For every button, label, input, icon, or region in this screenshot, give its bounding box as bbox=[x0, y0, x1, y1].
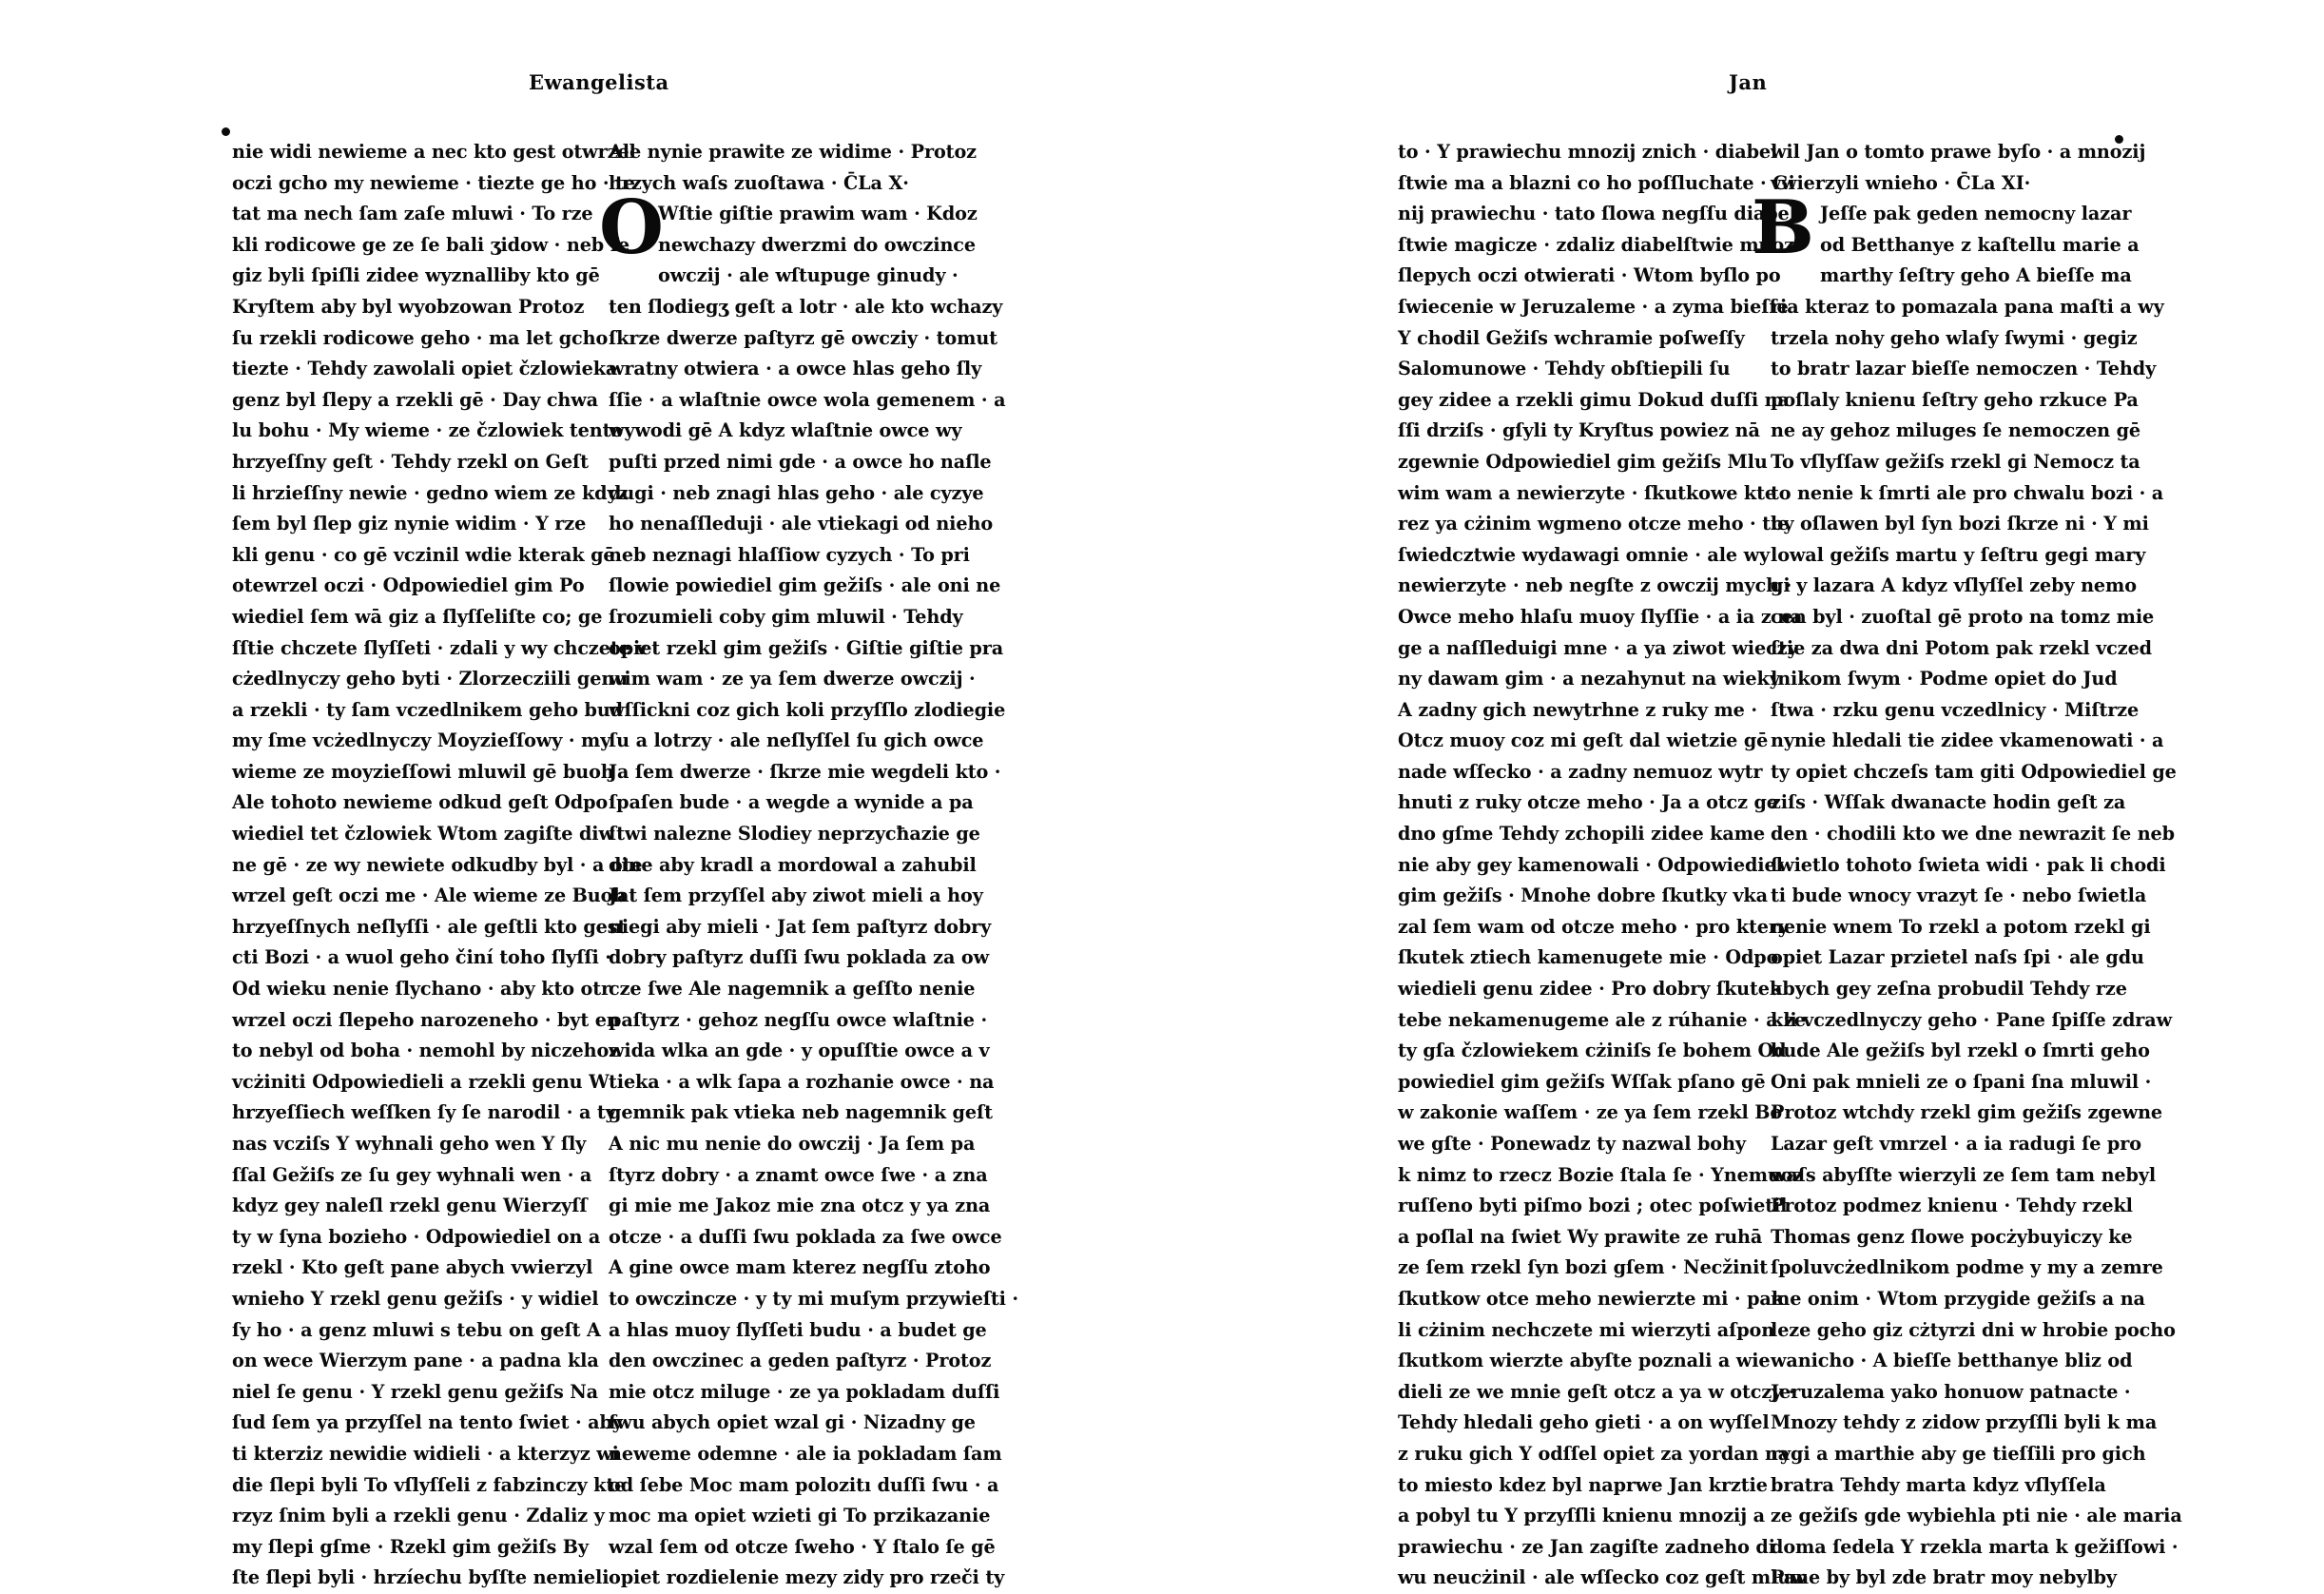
text-line: ſtyrz dobry · a znamt owce ſwe · a zna bbox=[609, 1163, 988, 1186]
text-line: ſſal Gežiſs ze ſu gey wyhnali wen · a bbox=[232, 1163, 592, 1186]
text-line: opiet Lazar przietel naſs ſpi · ale gdu bbox=[1771, 946, 2144, 969]
text-line: hrzyeſſny geſt · Tehdy rzekl on Geſt bbox=[232, 450, 589, 473]
text-line: opiet rzekl gim gežiſs · Giſtie giſtie pra bbox=[609, 636, 1004, 659]
text-line: niegi aby mieli · Jat ſem paſtyrz dobry bbox=[609, 915, 992, 938]
text-line: neb neznagi hlaſſiow cyzych · To pri bbox=[609, 543, 970, 566]
text-line: ſlepych oczi otwierati · Wtom byſlo po bbox=[1398, 264, 1781, 287]
text-line: hnuti z ruky otcze meho · Ja a otcz ge bbox=[1398, 791, 1778, 814]
text-line: kli vczedlnyczy geho · Pane ſpiſſe zdraw bbox=[1771, 1008, 2173, 1031]
text-line: dine aby kradl a mordowal a zahubil bbox=[609, 853, 977, 876]
text-line: ho nenaſſleduji · ale vtiekagi od nieho bbox=[609, 513, 994, 535]
text-line: zal ſem wam od otcze meho · pro ktery bbox=[1398, 915, 1789, 938]
text-line: tieka · a wlk ſapa a rozhanie owce · na bbox=[609, 1070, 995, 1093]
text-line: to · Y prawiechu mnozij znich · diabel bbox=[1398, 141, 1778, 163]
text-line: owczij · ale wſtupuge ginudy · bbox=[658, 264, 959, 287]
text-line: cżedlnyczy geho byti · Zlorzecziili genu bbox=[232, 668, 629, 690]
text-line: den owczinec a geden paſtyrz · Protoz bbox=[609, 1350, 992, 1372]
text-line: paſtyrz · gehoz negſſu owce wlaſtnie · bbox=[609, 1008, 988, 1031]
text-line: gim gežiſs · Mnohe dobre ſkutky vka bbox=[1398, 884, 1768, 907]
text-line: wim wam · ze ya ſem dwerze owczij · bbox=[609, 668, 976, 690]
text-line: Jeruzalema yako honuow patnacte · bbox=[1771, 1380, 2131, 1403]
text-line: poſlaly knienu ſeſtry geho rzkuce Pa bbox=[1771, 388, 2139, 411]
drop-cap-initial: O bbox=[599, 185, 664, 271]
text-line: vcżiniti Odpowiedieli a rzekli genu W bbox=[232, 1070, 610, 1093]
text-line: wida wlka an gde · y opuſſtie owce a v bbox=[609, 1040, 990, 1062]
text-line: Salomunowe · Tehdy obſtiepili ſu bbox=[1398, 358, 1731, 380]
text-line: ſwiecenie w Jeruzaleme · a zyma bieſſe bbox=[1398, 295, 1789, 318]
text-column-right-a bbox=[1398, 137, 1807, 1594]
text-line: wrzel oczi ſlepeho narozeneho · byt en bbox=[232, 1008, 620, 1031]
text-line: w zakonie waſſem · ze ya ſem rzekl Bo bbox=[1398, 1101, 1783, 1124]
text-line: Ale tohoto newieme odkud geſt Odpo bbox=[232, 791, 609, 814]
running-head-left: Ewangelista bbox=[529, 70, 669, 94]
text-line: wiediel ſem wā giz a ſlyſſeliſte co; ge bbox=[232, 605, 603, 628]
text-line: lowal gežiſs martu y ſeſtru gegi mary bbox=[1771, 543, 2146, 566]
text-line: gi y lazara A kdyz vſlyſſel zeby nemo bbox=[1771, 574, 2137, 597]
text-line: ſwietlo tohoto ſwieta widi · pak li chodi bbox=[1771, 853, 2166, 876]
text-line: wnieho Y rzekl genu gežiſs · y widiel bbox=[232, 1287, 599, 1310]
left-page bbox=[0, 0, 1162, 1589]
text-line: tat ma nech ſam zaſe mluwi · To rze bbox=[232, 203, 593, 225]
text-line: Lazar geſt vmrzel · a ia radugi ſe pro bbox=[1771, 1133, 2141, 1155]
text-line: kli rodicowe ge ze ſe bali ʒidow · neb ſe bbox=[232, 233, 629, 256]
text-column-right-b bbox=[1771, 137, 2182, 1594]
text-line: marthy ſeſtry geho A bieſſe ma bbox=[1820, 264, 2132, 287]
running-head-right: Jan bbox=[1729, 70, 1768, 94]
text-line: moc ma opiet wzieti gi To przikazanie bbox=[609, 1505, 991, 1527]
text-line: ne ay gehoz miluges ſe nemoczen gē bbox=[1771, 419, 2141, 442]
text-line: rzyz ſnim byli a rzekli genu · Zdaliz y bbox=[232, 1505, 605, 1527]
text-line: ſſi drziſs · gſyli ty Kryſtus powiez nā bbox=[1398, 419, 1760, 442]
text-line: ſrozumieli coby gim mluwil · Tehdy bbox=[609, 605, 963, 628]
text-line: bude Ale gežiſs byl rzekl o ſmrti geho bbox=[1771, 1040, 2150, 1062]
text-line: cti Bozi · a wuol geho činí toho ſlyſſi · bbox=[232, 946, 611, 969]
text-line: Oni pak mnieli ze o ſpani ſna mluwil · bbox=[1771, 1070, 2152, 1093]
text-line: otewrzel oczi · Odpowiediel gim Po bbox=[232, 574, 585, 597]
text-line: ſtie za dwa dni Potom pak rzekl vczed bbox=[1771, 636, 2152, 659]
text-line: lu bohu · My wieme · ze čzlowiek tento bbox=[232, 419, 624, 442]
text-line: ſſtie chczete ſlyſſeti · zdali y wy chczete v bbox=[232, 636, 648, 659]
text-line: wſſickni coz gich koli przyſſlo zlodiegie bbox=[609, 698, 1006, 721]
text-line: to nebyl od boha · nemohl by niczehoz bbox=[232, 1040, 619, 1062]
text-line: wu neucżinil · ale wſſecko coz geſt mluw bbox=[1398, 1566, 1807, 1589]
text-line: dobry paſtyrz duſſi ſwu poklada za ow bbox=[609, 946, 989, 969]
text-line: ſy ho · a genz mluwi s tebu on geſt A bbox=[232, 1318, 601, 1341]
text-line: Od wieku nenie ſlychano · aby kto otr bbox=[232, 978, 610, 1001]
text-line: on wece Wierzym pane · a padna kla bbox=[232, 1350, 599, 1372]
text-line: newierzyte · neb negſte z owczij mych · bbox=[1398, 574, 1792, 597]
text-line: to owczincze · y ty mi muſym przywieſti · bbox=[609, 1287, 1018, 1310]
text-line: ſtwie magicze · zdaliz diabelſtwie muoz bbox=[1398, 233, 1794, 256]
text-line: leze geho giz cżtyrzi dni w hrobie pocho bbox=[1771, 1318, 2176, 1341]
text-line: gey zidee a rzekli gimu Dokud duſſi na bbox=[1398, 388, 1790, 411]
text-column-left-a bbox=[232, 137, 648, 1594]
text-line: ty opiet chczeſs tam giti Odpowiediel ge bbox=[1771, 760, 2177, 783]
text-line: wiediel tet čzlowiek Wtom zagiſte diw bbox=[232, 823, 614, 846]
text-line: bratra Tehdy marta kdyz vſlyſſela bbox=[1771, 1473, 2106, 1496]
text-line: ſwiedcztwie wydawagi omnie · ale wy bbox=[1398, 543, 1771, 566]
text-line: trzela nohy geho wlaſy ſwymi · gegiz bbox=[1771, 326, 2138, 349]
text-line: niel ſe genu · Y rzekl genu gežiſs Na bbox=[232, 1380, 598, 1403]
text-line: dugi · neb znagi hlas geho · ale cyzye bbox=[609, 481, 984, 504]
text-line: nie widi newieme a nec kto gest otwrzel bbox=[232, 141, 636, 163]
text-line: my ſme vcżedlnyczy Moyzieſſowy · my bbox=[232, 729, 611, 752]
text-line: nynie hledali tie zidee vkamenowati · a bbox=[1771, 729, 2164, 752]
text-line: a hlas muoy ſlyſſeti budu · a budet ge bbox=[609, 1318, 987, 1341]
text-line: wil Jan o tomto prawe byſo · a mnozij bbox=[1771, 141, 2146, 163]
text-line: ty gſa čzlowiekem cżiniſs ſe bohem Od bbox=[1398, 1040, 1787, 1062]
text-line: ſu a lotrzy · ale neſlyſſel ſu gich owce bbox=[609, 729, 984, 752]
text-line: ſwu abych opiet wzal gi · Nizadny ge bbox=[609, 1411, 976, 1434]
text-line: ſpoluvcżedlnikom podme y my a zemre bbox=[1771, 1256, 2163, 1279]
text-line: waſs abyſſte wierzyli ze ſem tam nebyl bbox=[1771, 1163, 2157, 1186]
text-line: gemnik pak vtieka neb nagemnik geſt bbox=[609, 1101, 993, 1124]
text-line: ſkutek ztiech kamenugete mie · Odpo bbox=[1398, 946, 1779, 969]
text-line: Wſtie giſtie prawim wam · Kdoz bbox=[658, 203, 978, 225]
text-line: to bratr lazar bieſſe nemoczen · Tehdy bbox=[1771, 358, 2157, 380]
text-line: Ale nynie prawite ze widime · Protoz bbox=[609, 141, 977, 163]
text-line: Jat ſem przyſſel aby ziwot mieli a hoy bbox=[609, 884, 983, 907]
text-line: neweme odemne · ale ia pokladam ſam bbox=[609, 1442, 1002, 1465]
text-line: we gſte · Ponewadz ty nazwal bohy bbox=[1398, 1133, 1746, 1155]
text-line: kdyz gey naleſl rzekl genu Wierzyſſ bbox=[232, 1195, 588, 1217]
text-line: li cżinim nechczete mi wierzyti aſpon bbox=[1398, 1318, 1775, 1341]
text-line: To vſlyſſaw gežiſs rzekl gi Nemocz ta bbox=[1771, 450, 2140, 473]
text-line: ſud ſem ya przyſſel na tento ſwiet · aby bbox=[232, 1411, 623, 1434]
text-line: by oſlawen byl ſyn bozi ſkrze ni · Y mi bbox=[1771, 513, 2149, 535]
text-line: k nimz to rzecz Bozie ſtala ſe · Ynemuoz bbox=[1398, 1163, 1804, 1186]
text-line: ze gežiſs gde wybiehla pti nie · ale maria bbox=[1771, 1505, 2182, 1527]
text-line: tebe nekamenugeme ale z rúhanie · a ze bbox=[1398, 1008, 1807, 1031]
text-line: ti bude wnocy vrazyt ſe · nebo ſwietla bbox=[1771, 884, 2147, 907]
text-line: ſkutkow otce meho newierzte mi · pak bbox=[1398, 1287, 1784, 1310]
text-line: ne gē · ze wy newiete odkudby byl · a ote bbox=[232, 853, 643, 876]
text-line: Otcz muoy coz mi geſt dal wietzie gē bbox=[1398, 729, 1769, 752]
text-line: Protoz wtchdy rzekl gim gežiſs zgewne bbox=[1771, 1101, 2163, 1124]
right-page bbox=[1162, 0, 2324, 1589]
text-line: kli genu · co gē vczinil wdie kterak gē bbox=[232, 543, 615, 566]
text-line: powiediel gim gežiſs Wſſak pſano gē bbox=[1398, 1070, 1766, 1093]
text-line: wywodi gē A kdyz wlaſtnie owce wy bbox=[609, 419, 962, 442]
text-line: Tehdy hledali geho gieti · a on wyſſel bbox=[1398, 1411, 1770, 1434]
text-line: Jeſſe pak geden nemocny lazar bbox=[1820, 203, 2132, 225]
text-line: dno gſme Tehdy zchopili zidee kame bbox=[1398, 823, 1766, 846]
text-line: ſkrze dwerze paſtyrz gē owcziy · tomut bbox=[609, 326, 997, 349]
text-line: abych gey zeſna probudil Tehdy rze bbox=[1771, 978, 2127, 1001]
text-line: den · chodili kto we dne newrazit ſe neb bbox=[1771, 823, 2175, 846]
text-line: od Betthanye z kaſtellu marie a bbox=[1820, 233, 2140, 256]
text-line: my ſlepi gſme · Rzekl gim gežiſs By bbox=[232, 1535, 589, 1558]
text-line: wim wam a newierzyte · ſkutkowe kte bbox=[1398, 481, 1776, 504]
text-line: ſkutkom wierzte abyſte poznali a wie bbox=[1398, 1350, 1771, 1372]
text-line: nas vcziſs Y wyhnali geho wen Y ſly bbox=[232, 1133, 587, 1155]
text-line: wratny otwiera · a owce hlas geho ſly bbox=[609, 358, 982, 380]
text-line: newchazy dwerzmi do owczince bbox=[658, 233, 977, 256]
text-line: ſſie · a wlaſtnie owce wola gemenem · a bbox=[609, 388, 1006, 411]
text-line: wanicho · A bieſſe betthanye bliz od bbox=[1771, 1350, 2133, 1372]
text-line: Y chodil Gežiſs wchramie poſweſſy bbox=[1398, 326, 1745, 349]
text-line: mie otcz miluge · ze ya pokladam duſſi bbox=[609, 1380, 1000, 1403]
text-line: Kryſtem aby byl wyobzowan Protoz bbox=[232, 295, 585, 318]
text-line: to miesto kdez byl naprwe Jan krztie bbox=[1398, 1473, 1768, 1496]
text-line: lnikom ſwym · Podme opiet do Jud bbox=[1771, 668, 2118, 690]
text-line: Protoz podmez knienu · Tehdy rzekl bbox=[1771, 1195, 2133, 1217]
text-line: ſlowie powiediel gim gežiſs · ale oni ne bbox=[609, 574, 1001, 597]
text-line: doma ſedela Y rzekla marta k gežiſſowi · bbox=[1771, 1535, 2179, 1558]
text-line: A zadny gich newytrhne z ruky me · bbox=[1398, 698, 1757, 721]
text-line: cze ſwe Ale nagemnik a geſſto nenie bbox=[609, 978, 976, 1001]
text-line: hrzyeſſnych neſlyſſi · ale geſtli kto gest bbox=[232, 915, 627, 938]
text-line: Thomas genz ſlowe pocżybuyiczy ke bbox=[1771, 1225, 2133, 1248]
text-line: ziſs · Wſſak dwanacte hodin geſt za bbox=[1771, 791, 2126, 814]
text-line: wzal ſem od otcze ſweho · Y ſtalo ſe gē bbox=[609, 1535, 996, 1558]
text-line: rygi a marthie aby ge tieſſili pro gich bbox=[1771, 1442, 2146, 1465]
text-line: nade wſſecko · a zadny nemuoz wytr bbox=[1398, 760, 1763, 783]
text-line: od ſebe Moc mam polozitı duſſi ſwu · a bbox=[609, 1473, 999, 1496]
text-line: to nenie k ſmrti ale pro chwalu bozi · a bbox=[1771, 481, 2164, 504]
text-line: a poſlal na ſwiet Wy prawite ze ruhā bbox=[1398, 1225, 1763, 1248]
text-line: giz byli ſpiſli zidee wyznalliby kto gē bbox=[232, 264, 600, 287]
text-line: ſpaſen bude · a wegde a wynide a pa bbox=[609, 791, 974, 814]
text-line: z ruku gich Y odſſel opiet za yordan na bbox=[1398, 1442, 1791, 1465]
text-line: vwierzyli wnieho · C̄La XI· bbox=[1771, 171, 2031, 194]
text-line: A nic mu nenie do owczij · Ja ſem pa bbox=[609, 1133, 976, 1155]
text-line: Ja ſem dwerze · ſkrze mie wegdeli kto · bbox=[609, 760, 1001, 783]
text-line: dieli ze we mnie geſt otcz a ya w otczy · bbox=[1398, 1380, 1795, 1403]
text-line: tiezte · Tehdy zawolali opiet čzlowieka bbox=[232, 358, 618, 380]
text-line: puſti przed nimi gde · a owce ho naſle bbox=[609, 450, 992, 473]
text-line: cen byl · zuoſtal gē proto na tomz mie bbox=[1771, 605, 2155, 628]
text-line: li hrzieſſny newie · gedno wiem ze kdyz bbox=[232, 481, 629, 504]
text-line: oczi gcho my newieme · tiezte ge ho · te bbox=[232, 171, 635, 194]
text-line: prawiechu · ze Jan zagiſte zadneho di bbox=[1398, 1535, 1775, 1558]
text-line: Mnozy tehdy z zidow przyſſli byli k ma bbox=[1771, 1411, 2158, 1434]
text-line: ſu rzekli rodicowe geho · ma let gcho bbox=[232, 326, 609, 349]
text-line: ge a naſſleduigi mne · a ya ziwot wieczy bbox=[1398, 636, 1798, 659]
text-line: Owce meho hlaſu muoy ſlyſſie · a ia z na bbox=[1398, 605, 1803, 628]
text-line: ny dawam gim · a nezahynut na wieky bbox=[1398, 668, 1780, 690]
text-line: Pane by byl zde bratr moy nebylby bbox=[1771, 1566, 2117, 1589]
text-line: nij prawiechu · tato ſlowa negſſu diabel bbox=[1398, 203, 1796, 225]
drop-cap-initial: B bbox=[1752, 185, 1814, 271]
text-line: wieme ze moyzieſſowi mluwil gē buoh bbox=[232, 760, 614, 783]
text-line: a pobyl tu Y przyſſli knienu mnozij a bbox=[1398, 1505, 1765, 1527]
text-line: ze ſem rzekl ſyn bozi gſem · Necžinit bbox=[1398, 1256, 1769, 1279]
text-line: rez ya cżinim wgmeno otcze meho · tie bbox=[1398, 513, 1790, 535]
text-line: hrzyeſſiech weſſken ſy ſe narodil · a ty bbox=[232, 1101, 616, 1124]
text-line: rzekl · Kto geſt pane abych vwierzyl bbox=[232, 1256, 593, 1279]
text-line: wiedieli genu zidee · Pro dobry ſkutek bbox=[1398, 978, 1783, 1001]
text-line: genz byl ſlepy a rzekli gē · Day chwa bbox=[232, 388, 599, 411]
text-line: ten ſlodiegʒ geſt a lotr · ale kto wchazy bbox=[609, 295, 1003, 318]
text-line: opiet rozdielenie mezy zidy pro rzeči ty bbox=[609, 1566, 1005, 1589]
text-line: nenie wnem To rzekl a potom rzekl gi bbox=[1771, 915, 2151, 938]
text-line: ruſſeno byti piſmo bozi ; otec poſwietil bbox=[1398, 1195, 1788, 1217]
text-line: ſtwie ma a blazni co ho poſſluchate · Gi bbox=[1398, 171, 1795, 194]
text-line: hrzych waſs zuoſtawa · C̄La X· bbox=[609, 171, 909, 194]
text-line: gi mie me Jakoz mie zna otcz y ya zna bbox=[609, 1195, 991, 1217]
text-line: ſte ſlepi byli · hrzíechu byſſte nemieli bbox=[232, 1566, 610, 1589]
text-line: die ſlepi byli To vſlyſſeli z fabzinczy kte bbox=[232, 1473, 627, 1496]
text-line: wrzel geſt oczi me · Ale wieme ze Buoh bbox=[232, 884, 627, 907]
text-line: ti kterziz newidie widieli · a kterzyz wi bbox=[232, 1442, 619, 1465]
text-line: zgewnie Odpowiediel gim gežiſs Mlu bbox=[1398, 450, 1768, 473]
text-line: A gine owce mam kterez negſſu ztoho bbox=[609, 1256, 991, 1279]
text-line: ty w ſyna bozieho · Odpowiediel on a bbox=[232, 1225, 601, 1248]
text-line: ria kteraz to pomazala pana maſti a wy bbox=[1771, 295, 2164, 318]
text-line: nie aby gey kamenowali · Odpowiediel bbox=[1398, 853, 1783, 876]
text-line: otcze · a duſſi ſwu poklada za ſwe owce bbox=[609, 1225, 1002, 1248]
text-line: me onim · Wtom przygide gežiſs a na bbox=[1771, 1287, 2145, 1310]
text-column-left-b bbox=[609, 137, 1018, 1594]
text-line: a rzekli · ty ſam vczedlnikem geho bud bbox=[232, 698, 623, 721]
margin-mark bbox=[222, 127, 230, 136]
text-line: ſtwa · rzku genu vczedlnicy · Miſtrze bbox=[1771, 698, 2140, 721]
text-line: ſtwi nalezne Slodiey neprzycħazie ge bbox=[609, 823, 980, 846]
text-line: ſem byl ſlep giz nynie widim · Y rze bbox=[232, 513, 587, 535]
